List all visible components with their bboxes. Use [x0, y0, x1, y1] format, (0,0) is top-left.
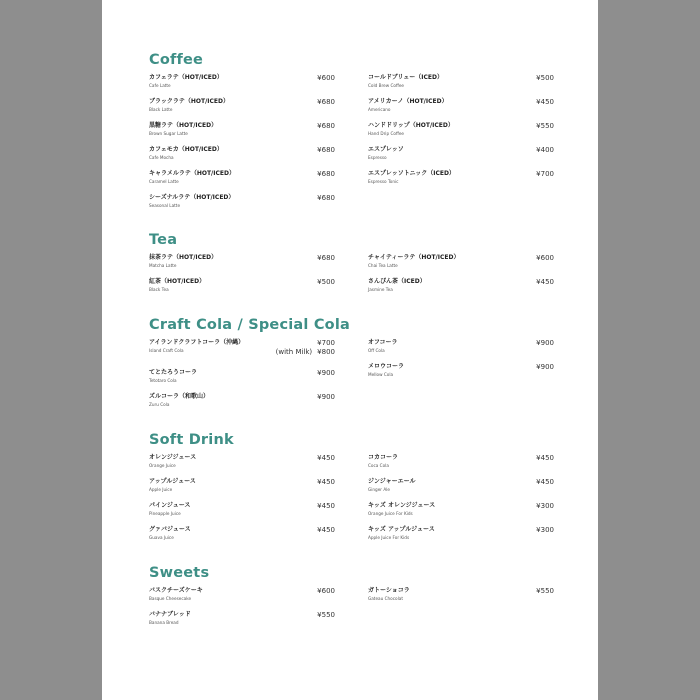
item-name-jp: エスプレッソトニック（ICED） [368, 170, 455, 177]
item-price: ¥900 [317, 393, 335, 401]
column-right [368, 74, 554, 218]
item-name-en: Caramel Latte [149, 179, 179, 184]
menu-item [149, 611, 335, 635]
menu-item [149, 98, 335, 122]
item-name-en: Black Tea [149, 287, 169, 292]
column-right [368, 454, 554, 550]
item-name-jp: ハンドドリップ（HOT/ICED） [368, 122, 454, 129]
section-columns [149, 454, 554, 550]
section-columns [149, 339, 554, 417]
item-price: ¥400 [536, 146, 554, 154]
menu-item [149, 454, 335, 478]
menu-item [149, 393, 335, 417]
item-price: ¥300 [536, 502, 554, 510]
item-name-en: Espresso [368, 155, 387, 160]
item-name-jp: メロウコーラ [368, 363, 405, 370]
item-name-en: Matcha Latte [149, 263, 177, 268]
item-name-en: Jasmine Tea [368, 287, 393, 292]
item-price: ¥900 [536, 339, 554, 347]
item-name-en: Tetotaro Cola [149, 378, 177, 383]
extra-label: (with Milk) [275, 348, 313, 356]
item-name-en: Black Latte [149, 107, 173, 112]
item-name-en: Brown Sugar Latte [149, 131, 188, 136]
column-left [149, 587, 335, 635]
column-left [149, 254, 335, 302]
menu-item [368, 478, 554, 502]
menu-item [149, 170, 335, 194]
section-title: Tea [149, 232, 178, 248]
item-name-en: Ginger Ale [368, 487, 390, 492]
item-price: ¥680 [317, 122, 335, 130]
item-name-en: Orange Juice For Kids [368, 511, 413, 516]
item-name-en: Seasonal Latte [149, 203, 181, 208]
item-price: ¥900 [317, 369, 335, 377]
item-name-en: Guava Juice [149, 535, 174, 540]
item-price: ¥600 [317, 74, 335, 82]
section-tea [149, 232, 554, 302]
menu-page [102, 0, 598, 700]
section-coffee [149, 52, 554, 218]
column-right [368, 254, 554, 302]
item-name-en: Hand Drip Coffee [368, 131, 404, 136]
item-name-jp: コカコーラ [368, 454, 399, 461]
menu-item [368, 502, 554, 526]
menu-item [149, 526, 335, 550]
menu-item [368, 74, 554, 98]
item-name-en: Island Craft Cola [149, 348, 184, 353]
column-right [368, 339, 554, 417]
item-price: ¥600 [317, 587, 335, 595]
column-left [149, 339, 335, 417]
item-price: ¥450 [317, 454, 335, 462]
menu-item [149, 146, 335, 170]
item-name-jp: オフコーラ [368, 339, 398, 346]
menu-item [149, 278, 335, 302]
item-name-jp: さんぴん茶（ICED） [368, 278, 426, 285]
section-title: Craft Cola / Special Cola [149, 317, 350, 333]
menu-item [149, 122, 335, 146]
item-name-jp: キッズ オレンジジュース [368, 502, 436, 509]
item-name-en: Cold Brew Coffee [368, 83, 404, 88]
section-columns [149, 587, 554, 635]
item-price: ¥450 [317, 478, 335, 486]
section-soft-drink [149, 432, 554, 550]
menu-item [149, 478, 335, 502]
section-columns [149, 254, 554, 302]
item-name-en: Espresso Tonic [368, 179, 399, 184]
item-price: ¥300 [536, 526, 554, 534]
item-name-en: Apple Juice [149, 487, 173, 492]
item-name-jp: アメリカーノ（HOT/ICED） [368, 98, 448, 105]
item-name-jp: 抹茶ラテ（HOT/ICED） [149, 254, 218, 261]
item-price: ¥450 [536, 454, 554, 462]
item-extra-price [276, 348, 335, 356]
item-name-en: Pineapple Juice [149, 511, 181, 516]
item-price: ¥450 [536, 278, 554, 286]
item-name-en: Zuru Cola [149, 402, 170, 407]
item-name-jp: キッズ アップルジュース [368, 526, 435, 533]
menu-item [368, 278, 554, 302]
item-price: ¥450 [536, 98, 554, 106]
item-name-jp: キャラメルラテ（HOT/ICED） [149, 170, 235, 177]
menu-item [149, 502, 335, 526]
menu-item [149, 74, 335, 98]
section-title: Soft Drink [149, 432, 234, 448]
item-name-jp: ズルコーラ（和歌山） [149, 393, 210, 400]
menu-item [368, 254, 554, 278]
item-price: ¥550 [536, 122, 554, 130]
item-price: ¥680 [317, 254, 335, 262]
item-name-jp: コールドブリュー（ICED） [368, 74, 443, 81]
item-name-en: Apple Juice For Kids [368, 535, 410, 540]
extra-price: ¥800 [317, 348, 335, 356]
item-price: ¥900 [536, 363, 554, 371]
menu-item [368, 454, 554, 478]
item-name-jp: ブラックラテ（HOT/ICED） [149, 98, 230, 105]
item-name-jp: ガトーショコラ [368, 587, 410, 594]
item-name-jp: 紅茶（HOT/ICED） [149, 278, 206, 285]
item-name-jp: グァバジュース [149, 526, 191, 533]
section-title: Coffee [149, 52, 204, 68]
item-name-en: Basque Cheesecake [149, 596, 192, 601]
menu-item [368, 98, 554, 122]
menu-item [149, 369, 335, 393]
item-price: ¥500 [317, 278, 335, 286]
item-name-jp: パインジュース [149, 502, 191, 509]
item-name-jp: シーズナルラテ（HOT/ICED） [149, 194, 235, 201]
item-name-jp: オレンジジュース [149, 454, 197, 461]
item-name-jp: 黒糖ラテ（HOT/ICED） [149, 122, 218, 129]
item-name-jp: チャイティーラテ（HOT/ICED） [368, 254, 460, 261]
item-name-en: Orange Juice [149, 463, 176, 468]
item-price: ¥450 [317, 526, 335, 534]
item-name-en: Cafe Mocha [149, 155, 174, 160]
item-name-jp: アップルジュース [149, 478, 196, 485]
menu-item [368, 363, 554, 387]
item-name-jp: カフェラテ（HOT/ICED） [149, 74, 223, 81]
item-price: ¥700 [317, 339, 335, 347]
column-left [149, 454, 335, 550]
item-price: ¥680 [317, 146, 335, 154]
section-craft-cola [149, 317, 554, 417]
menu-item [149, 339, 335, 369]
item-name-en: Cafe Latte [149, 83, 171, 88]
item-name-jp: バスクチーズケーキ [149, 587, 203, 594]
item-name-jp: てとたろうコーラ [149, 369, 198, 376]
item-name-jp: バナナブレッド [149, 611, 191, 618]
item-price: ¥450 [536, 478, 554, 486]
menu-item [149, 254, 335, 278]
menu-item [368, 122, 554, 146]
menu-item [149, 194, 335, 218]
item-price: ¥680 [317, 194, 335, 202]
item-price: ¥600 [536, 254, 554, 262]
menu-item [149, 587, 335, 611]
item-price: ¥500 [536, 74, 554, 82]
menu-item [368, 526, 554, 550]
item-name-jp: ジンジャーエール [368, 478, 416, 485]
item-price: ¥550 [317, 611, 335, 619]
item-name-en: Gateau Chocolat [368, 596, 403, 601]
item-price: ¥680 [317, 98, 335, 106]
item-name-en: Banana Bread [149, 620, 179, 625]
section-columns [149, 74, 554, 218]
section-title: Sweets [149, 565, 210, 581]
item-name-en: Coca Cola [368, 463, 389, 468]
menu-item [368, 339, 554, 363]
section-sweets [149, 565, 554, 635]
item-price: ¥450 [317, 502, 335, 510]
item-name-en: Off Cola [368, 348, 385, 353]
menu-item [368, 170, 554, 194]
item-price: ¥680 [317, 170, 335, 178]
item-price: ¥700 [536, 170, 554, 178]
item-name-en: Mellow Cola [368, 372, 394, 377]
menu-item [368, 146, 554, 170]
item-name-jp: カフェモカ（HOT/ICED） [149, 146, 223, 153]
column-left [149, 74, 335, 218]
item-name-jp: エスプレッソ [368, 146, 404, 153]
item-name-en: Americano [368, 107, 391, 112]
item-price: ¥550 [536, 587, 554, 595]
menu-item [368, 587, 554, 611]
item-name-jp: アイランドクラフトコーラ（沖縄） [149, 339, 245, 346]
column-right [368, 587, 554, 635]
item-name-en: Chai Tea Latte [368, 263, 398, 268]
